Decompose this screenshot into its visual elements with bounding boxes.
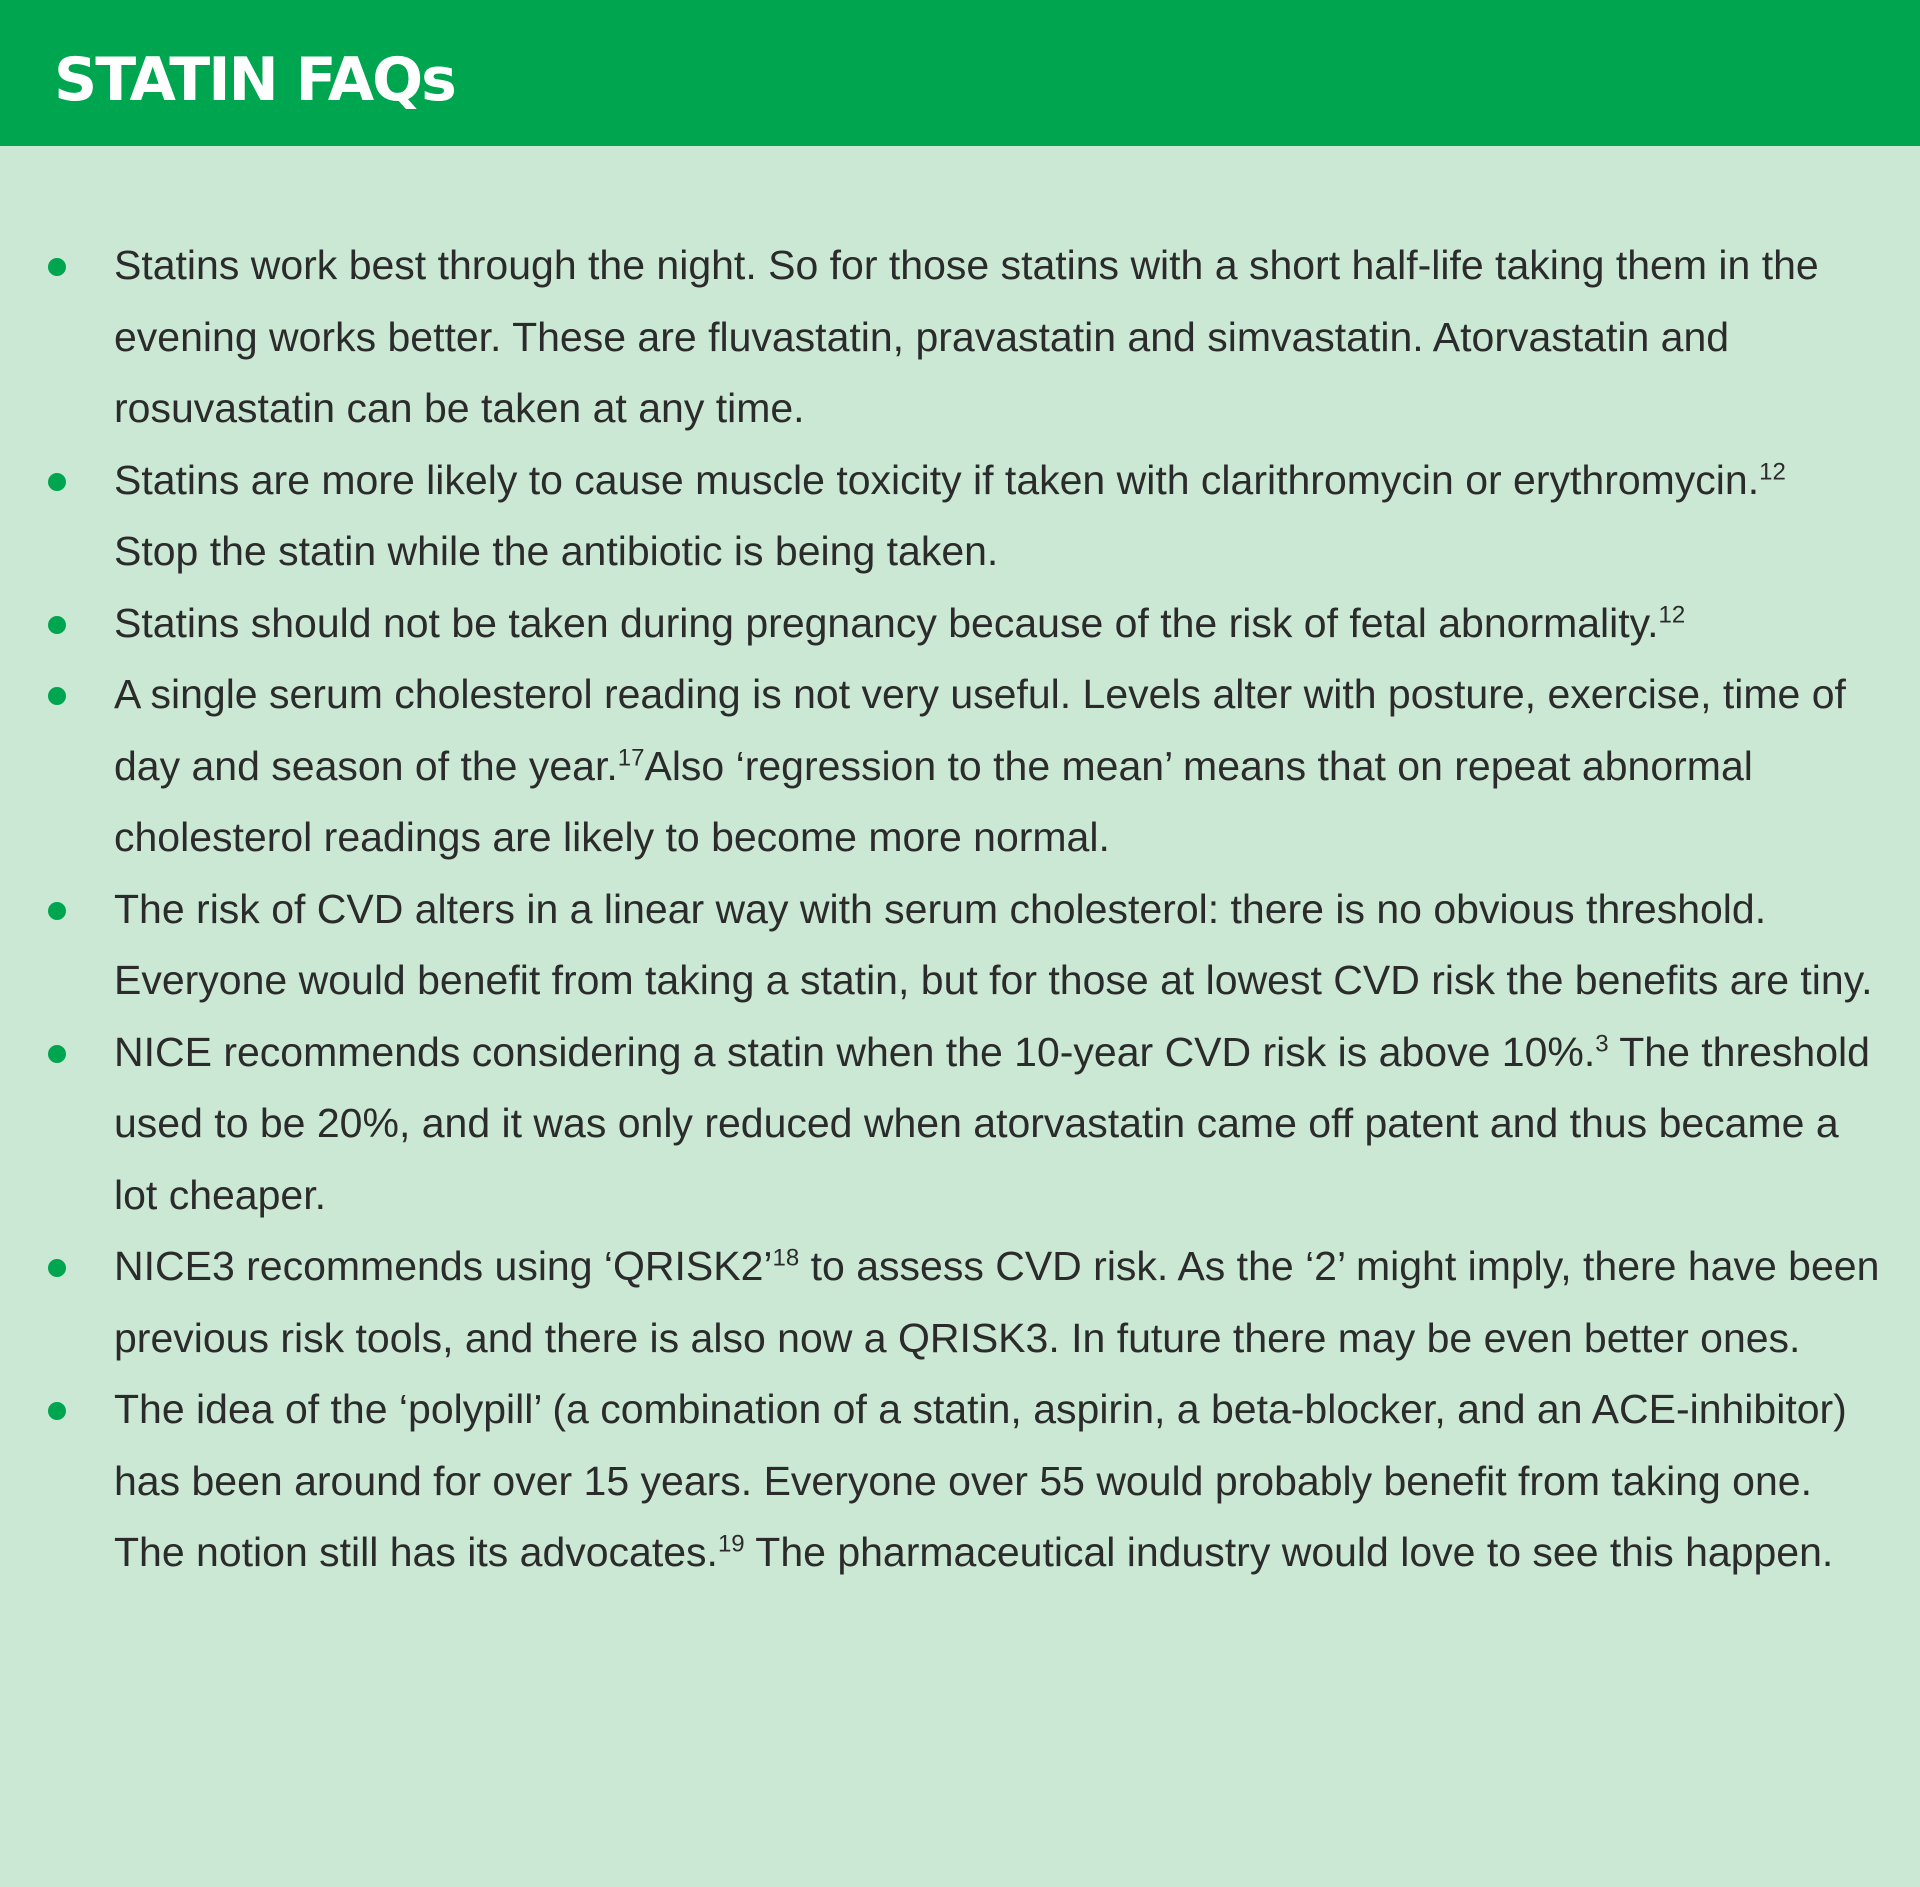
faq-item xyxy=(0,1374,1920,1589)
faq-item-text xyxy=(114,457,1786,575)
faq-list xyxy=(0,230,1920,1589)
faq-item-text xyxy=(114,886,1873,1004)
faq-text-segment: NICE3 recommends using ‘QRISK2’ xyxy=(114,1243,773,1289)
reference-number: 18 xyxy=(772,1244,800,1272)
faq-text-segment: Statins should not be taken during pregnancy because of the risk of fetal abnormality. xyxy=(114,599,1659,646)
faq-item-text xyxy=(114,600,1685,646)
faq-text-segment: Also ‘regression to the mean’ means that on repeat abnormal cholesterol readings are likely to become more normal. xyxy=(114,742,1753,860)
faq-item-text xyxy=(114,1386,1847,1575)
reference-number: 12 xyxy=(1658,600,1686,628)
faq-item-text xyxy=(114,1243,1879,1361)
faq-item xyxy=(0,588,1920,660)
faq-text-segment: Statins are more likely to cause muscle toxicity if taken with clarithromycin or erythromycin. xyxy=(114,456,1760,503)
bullet-dot-icon xyxy=(48,473,66,491)
faq-item xyxy=(0,445,1920,588)
faq-text-segment: The threshold used to be 20%, and it was only reduced when atorvastatin came off patent and thus became a lot cheaper. xyxy=(114,1028,1870,1218)
reference-number: 19 xyxy=(717,1530,745,1558)
faq-item xyxy=(0,874,1920,1017)
reference-number: 17 xyxy=(617,743,645,771)
faq-title: STATIN FAQs xyxy=(54,45,455,115)
faq-item-text xyxy=(114,242,1819,431)
faq-item-text xyxy=(114,671,1846,860)
reference-number: 12 xyxy=(1759,457,1786,485)
faq-header-bar xyxy=(0,0,1920,146)
faq-text-segment: The pharmaceutical industry would love to see this happen. xyxy=(744,1529,1834,1575)
faq-text-segment: Statins work best through the night. So for those statins with a short half-life taking them in the evening works better. These are fluvastatin, pravastatin and simvastatin. Atorvastatin and rosuvastatin can be taken at any time. xyxy=(114,242,1819,431)
faq-text-segment: to assess CVD risk. As the ‘2’ might imply, there have been previous risk tools, and there is also now a QRISK3. In future there may be even better ones. xyxy=(114,1243,1880,1361)
faq-text-segment: Stop the statin while the antibiotic is being taken. xyxy=(114,528,999,574)
bullet-dot-icon xyxy=(48,1045,66,1063)
faq-text-segment: The risk of CVD alters in a linear way with serum cholesterol: there is no obvious threshold. Everyone would benefit from taking a statin, but for those at lowest CVD risk the benefits are tiny. xyxy=(114,885,1873,1003)
faq-item xyxy=(0,1017,1920,1232)
reference-number: 3 xyxy=(1595,1029,1609,1057)
faq-text-segment: The idea of the ‘polypill’ (a combination of a statin, aspirin, a beta-blocker, and an ACE-inhibitor) has been around for over 15 years. Everyone over 55 would probably benefit from taking one. The notion still has its advocates. xyxy=(114,1386,1847,1575)
bullet-dot-icon xyxy=(48,1402,66,1420)
bullet-dot-icon xyxy=(48,258,66,276)
faq-item xyxy=(0,230,1920,445)
bullet-dot-icon xyxy=(48,616,66,634)
bullet-dot-icon xyxy=(48,902,66,920)
bullet-dot-icon xyxy=(48,687,66,705)
faq-item-text xyxy=(114,1029,1870,1218)
faq-item xyxy=(0,1231,1920,1374)
faq-text-segment: A single serum cholesterol reading is not very useful. Levels alter with posture, exercise, time of day and season of the year. xyxy=(114,671,1846,789)
faq-item xyxy=(0,659,1920,874)
faq-text-segment: NICE recommends considering a statin when the 10-year CVD risk is above 10%. xyxy=(114,1028,1596,1075)
bullet-dot-icon xyxy=(48,1259,66,1277)
